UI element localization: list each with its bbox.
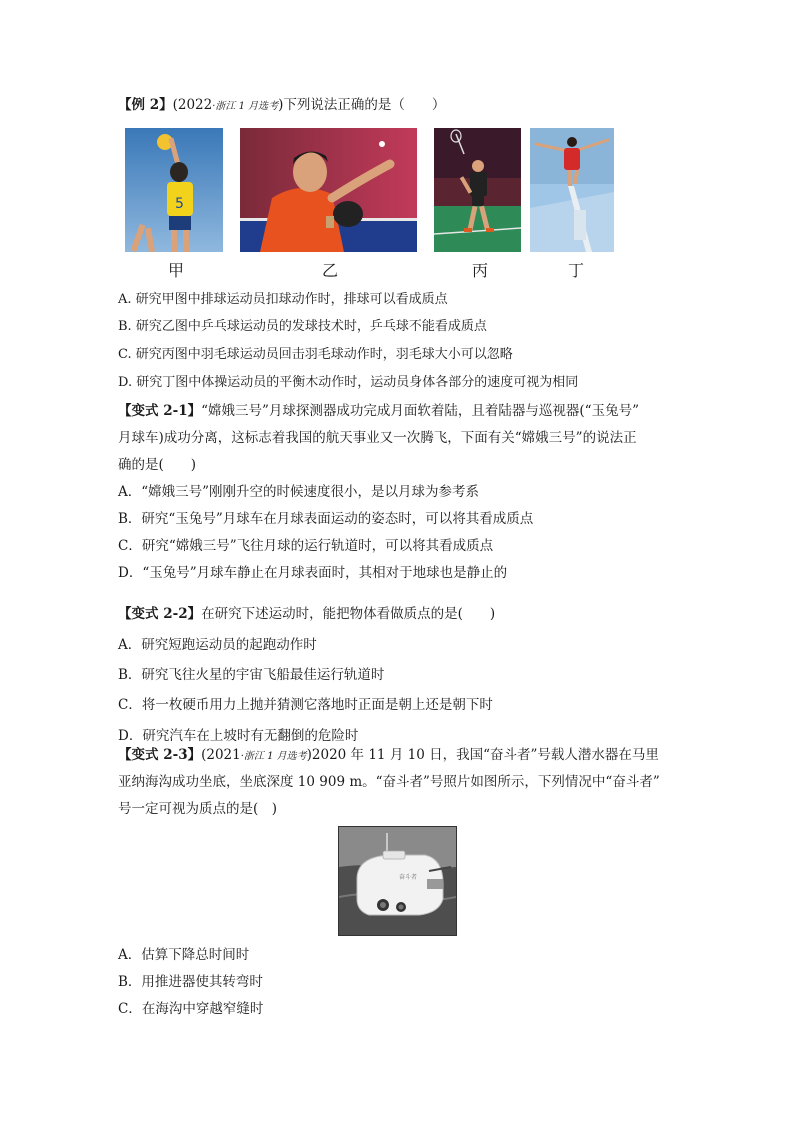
variant-tag: 【变式 2-1】 [118,403,202,419]
example-2-header [118,96,445,116]
example-tag: 【例 2】 [118,97,173,113]
variant-2-3-stem-line-3: 号一定可视为质点的是( ) [118,801,278,817]
ex2-option-a: A. 研究甲图中排球运动员扣球动作时，排球可以看成质点 [118,292,448,307]
submersible-photo [338,826,457,936]
source-open: (2021 [201,747,241,763]
question-stem: 下列说法正确的是（ ） [283,97,446,113]
ex2-option-b: B. 研究乙图中乒乓球运动员的发球技术时，乒乓球不能看成质点 [118,319,487,334]
variant-2-1-stem-line-2: 月球车)成功分离，这标志着我国的航天事业又一次腾飞，下面有关“嫦娥三号”的说法正 [118,430,637,446]
variant-2-1-stem-line-3: 确的是( ) [118,457,197,473]
stem-text: 2020 年 11 月 10 日，我国“奋斗者”号载人潜水器在马里 [311,747,659,763]
table-tennis-photo [240,128,417,252]
variant-2-3-stem-line-2: 亚纳海沟成功坐底，坐底深度 10 909 m。“奋斗者”号照片如图所示，下列情况中“奋斗者” [118,774,660,790]
svg-text:奋斗者: 奋斗者 [399,874,418,881]
volleyball-photo [125,128,223,252]
caption-yi: 乙 [321,261,338,280]
stem-text: “嫦娥三号”月球探测器成功完成月面软着陆，且着陆器与巡视器(“玉兔号” [201,403,639,419]
v21-option-a: A．“嫦娥三号”刚刚升空的时候速度很小，是以月球为参考系 [118,484,480,500]
variant-tag: 【变式 2-2】 [118,606,202,622]
balance-beam-photo [530,128,614,252]
stem-text: 在研究下述运动时，能把物体看做质点的是( ) [201,606,496,622]
caption-jia: 甲 [167,261,184,280]
caption-ding: 丁 [567,261,584,280]
v22-option-a: A．研究短跑运动员的起跑动作时 [118,637,317,653]
svg-text:5: 5 [175,196,184,212]
source-close: ) [278,97,284,113]
ex2-option-c: C. 研究丙图中羽毛球运动员回击羽毛球动作时，羽毛球大小可以忽略 [118,347,513,362]
v21-option-c: C．研究“嫦娥三号”飞往月球的运行轨道时，可以将其看成质点 [118,538,494,554]
caption-bing: 丙 [471,261,488,280]
variant-2-2-stem [118,605,495,623]
v22-option-b: B．研究飞往火星的宇宙飞船最佳运行轨道时 [118,667,385,683]
variant-2-1-stem-line-1 [118,402,639,420]
badminton-photo [434,128,521,252]
v23-option-c: C．在海沟中穿越窄缝时 [118,1001,264,1017]
variant-tag: 【变式 2-3】 [118,747,202,763]
ex2-option-d: D. 研究丁图中体操运动员的平衡木动作时，运动员身体各部分的速度可视为相同 [118,375,579,390]
v23-option-a: A．估算下降总时间时 [118,947,250,963]
source-open: (2022 [172,97,213,113]
source-label: ·浙江 1 月选考 [212,101,279,112]
v22-option-d: D．研究汽车在上坡时有无翻倒的危险时 [118,728,359,744]
source-close: ) [306,747,312,763]
variant-2-3-stem-line-1 [118,746,659,766]
v22-option-c: C．将一枚硬币用力上抛并猜测它落地时正面是朝上还是朝下时 [118,697,493,713]
v21-option-d: D．“玉兔号”月球车静止在月球表面时，其相对于地球也是静止的 [118,565,508,581]
v23-option-b: B．用推进器使其转弯时 [118,974,263,990]
v21-option-b: B．研究“玉兔号”月球车在月球表面运动的姿态时，可以将其看成质点 [118,511,534,527]
source-label: ·浙江 1 月选考 [240,751,307,762]
